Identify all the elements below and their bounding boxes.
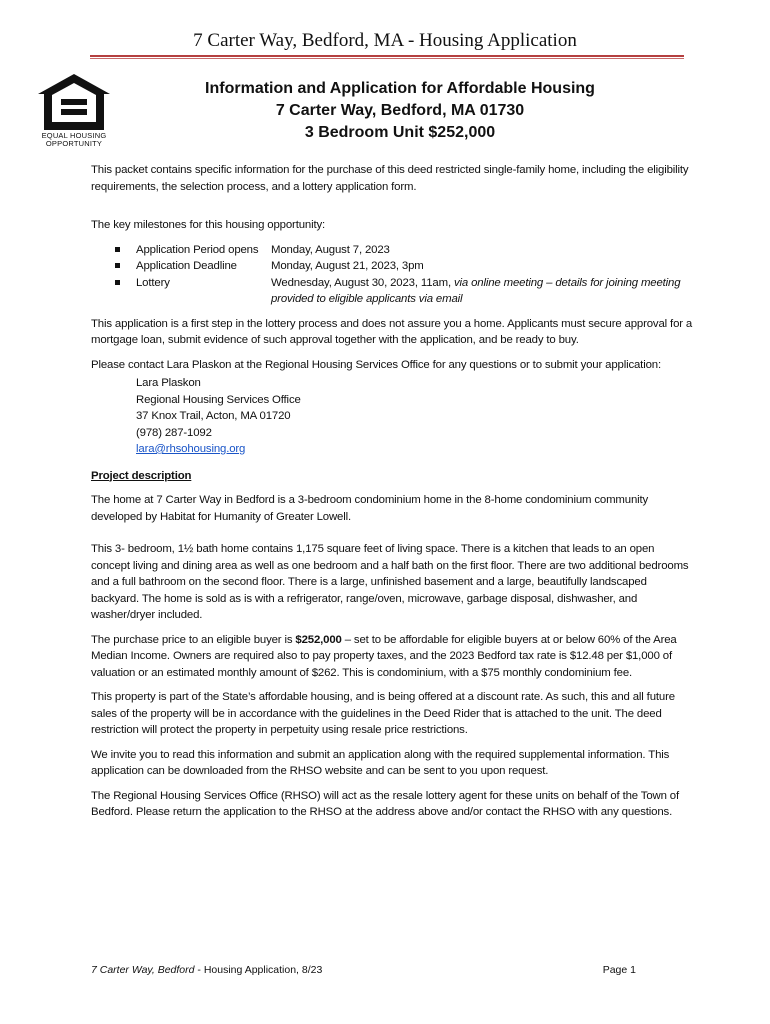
intro-paragraph: This packet contains specific information for the purchase of this deed restricted single-family home, including the eligibility requirements, the selection process, and a lottery application form. — [91, 164, 689, 193]
milestone-value: Monday, August 7, 2023 — [271, 243, 390, 256]
contact-email-link[interactable]: lara@rhsohousing.org — [136, 443, 246, 455]
contact-intro: Please contact Lara Plaskon at the Regional Housing Services Office for any questions or to submit your application: — [91, 358, 661, 371]
equal-housing-logo — [38, 74, 110, 148]
footer-title: 7 Carter Way, Bedford - Housing Application, 8/23 — [91, 964, 323, 976]
project-paragraph-1: The home at 7 Carter Way in Bedford is a 3-bedroom condominium home in the 8-home condominium community developed by Habitat for Humanity of Greater Lowell. — [91, 494, 649, 523]
bullet-icon — [115, 280, 120, 285]
page-footer — [91, 964, 636, 976]
milestone-label: Lottery — [136, 276, 170, 289]
logo-line-2: OPPORTUNITY — [45, 139, 103, 148]
milestone-value: Wednesday, August 30, 2023, 11am, via online meeting – details for joining meeting provided to eligible applicants via email — [271, 276, 681, 305]
title-line-3: 3 Bedroom Unit $252,000 — [304, 124, 496, 141]
milestone-value: Monday, August 21, 2023, 3pm — [271, 260, 424, 272]
milestone-label: Application Period opens — [136, 243, 259, 256]
contact-block — [136, 375, 696, 458]
milestone-item — [91, 258, 696, 275]
header-rule-secondary — [90, 58, 684, 59]
milestone-label: Application Deadline — [136, 260, 237, 272]
logo-line-1: EQUAL HOUSING — [41, 131, 107, 140]
title-line-1: Information and Application for Affordable Housing — [205, 80, 595, 97]
project-paragraph-4: This property is part of the State’s affordable housing, and is being offered at a discount rate. As such, this and all future sales of the property will be in accordance with the guidelines in the Deed Rider that is attached to the unit. The deed restriction will protect the property in perpetuity using resale price restrictions. — [91, 691, 675, 736]
house-icon — [38, 74, 110, 130]
contact-name: Lara Plaskon — [136, 377, 201, 389]
running-header: 7 Carter Way, Bedford, MA - Housing Application — [193, 30, 577, 51]
milestone-note: via online meeting – details for joining meeting provided to eligible applicants via email — [271, 276, 681, 305]
project-paragraph-6: The Regional Housing Services Office (RHSO) will act as the resale lottery agent for these units on behalf of the Town of Bedford. Please return the application to the RHSO at the address above and/or contact the RHSO with any questions. — [91, 789, 679, 818]
contact-phone: (978) 287-1092 — [136, 426, 212, 439]
page-number: Page 1 — [602, 964, 636, 976]
project-paragraph-2: This 3- bedroom, 1½ bath home contains 1,175 square feet of living space. There is a kitchen that leads to an open concept living and dining area as well as one bedroom and a half bath on the first floor. There are two additional bedrooms and a full bathroom on the second floor. There is a large, unfinished basement and a large, beautifully landscaped backyard. The home is sold as is with a refrigerator, range/oven, microwave, garbage disposal, dishwasher, and washer/dryer included. — [91, 543, 689, 621]
milestones-intro: The key milestones for this housing opportunity: — [91, 219, 326, 231]
document-body — [91, 162, 696, 829]
project-paragraph-5: We invite you to read this information and submit an application along with the required supplemental information. This application can be downloaded from the RHSO website and can be sent to you upon request. — [91, 748, 670, 777]
project-paragraph-3: The purchase price to an eligible buyer is $252,000 – set to be affordable for eligible buyers at or below 60% of the Area Median Income. Owners are required also to pay property taxes, and the 2023 Bedford tax rate is $12.48 per $1,000 of valuation or an estimated monthly amount of $262. This is condominium, with a $75 monthly condominium fee. — [91, 633, 677, 679]
milestones-list — [91, 242, 696, 308]
header-rule — [90, 55, 684, 57]
bullet-icon — [115, 247, 120, 252]
title-line-2: 7 Carter Way, Bedford, MA 01730 — [275, 102, 525, 119]
purchase-price: $252,000 — [295, 633, 342, 646]
section-heading: Project description — [91, 469, 192, 482]
document-title — [200, 78, 600, 144]
contact-office: Regional Housing Services Office — [136, 393, 301, 406]
first-step-paragraph: This application is a first step in the lottery process and does not assure you a home. Applicants must secure approval for a mortgage loan, submit evidence of such approval together with the application, and be ready to buy. — [91, 317, 693, 346]
contact-address: 37 Knox Trail, Acton, MA 01720 — [136, 410, 291, 422]
bullet-icon — [115, 263, 120, 268]
milestone-item — [91, 242, 696, 259]
milestone-item — [91, 275, 696, 308]
